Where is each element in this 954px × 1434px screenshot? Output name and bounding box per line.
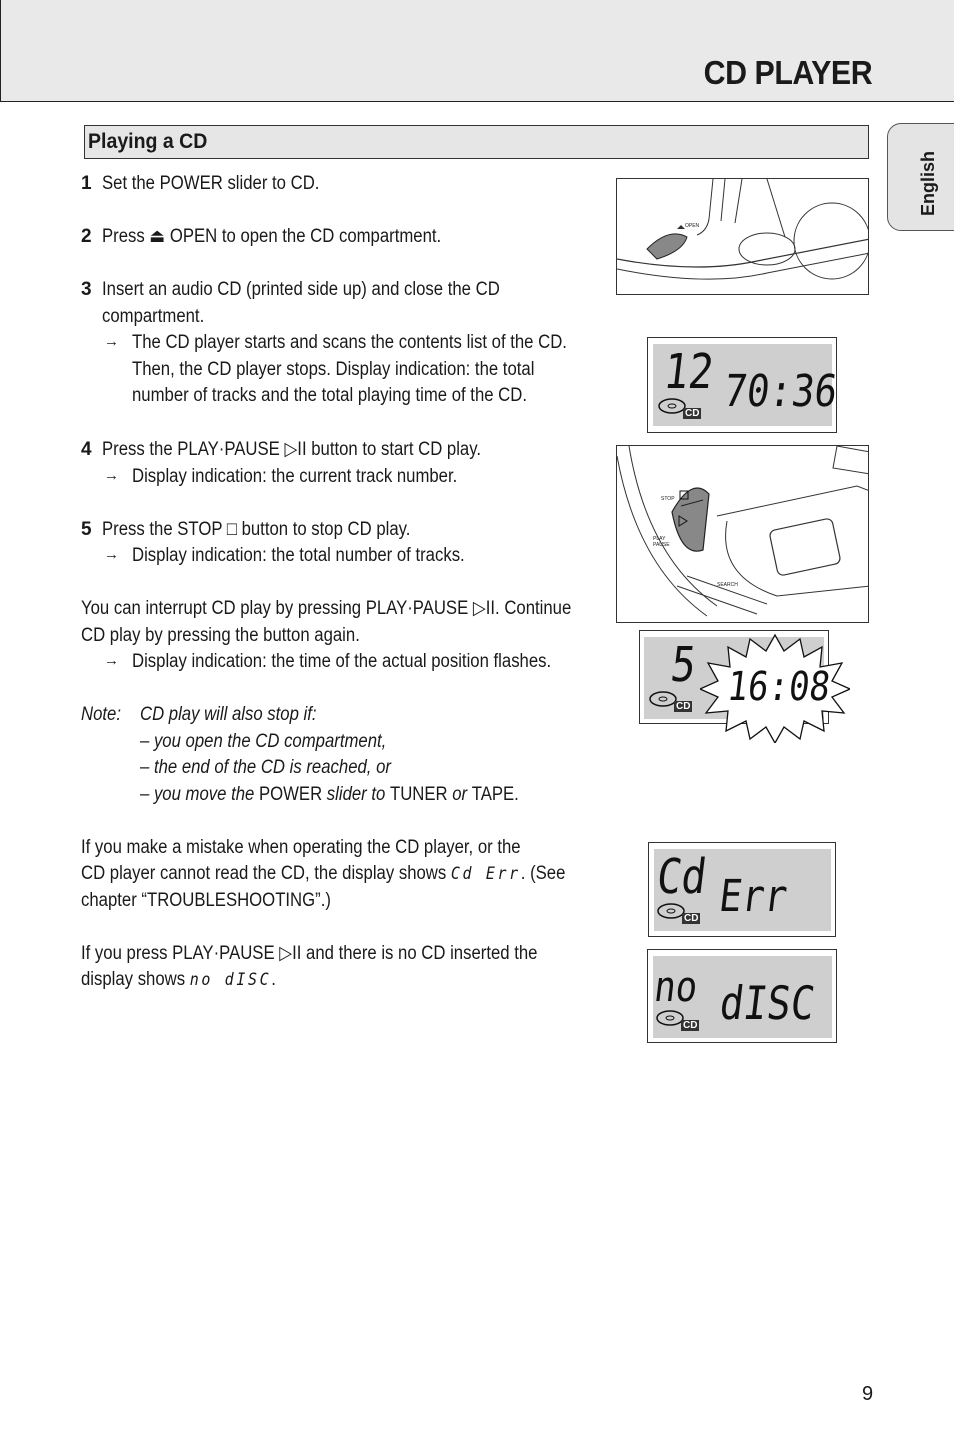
step-text: Press ⏏ OPEN to open the CD compartment. [102,226,442,247]
paragraph-fragment: display shows [81,969,190,990]
step-text: compartment. [102,306,205,327]
paragraph-text: You can interrupt CD play by pressing PLAY·PAUSE ▷II. Continue [81,598,572,619]
open-button-illustration [616,178,869,295]
step-number: 4 [81,439,92,460]
note-item: – you open the CD compartment, [140,731,387,752]
lcd-display-track-flashing-time [639,630,833,724]
note-item [140,782,519,809]
result-arrow-icon: → [104,467,119,484]
section-header [84,125,869,159]
step-text: Press the STOP □ button to stop CD play. [102,519,411,540]
step-text: Press the PLAY·PAUSE ▷II button to start CD play. [102,439,482,460]
result-text: Then, the CD player stops. Display indication: the total [132,359,535,380]
result-arrow-icon: → [104,333,119,350]
search-label: SEARCH [717,582,738,588]
note-fragment: POWER [258,784,323,805]
stop-label: STOP [661,496,675,502]
language-tab [887,123,954,231]
lcd-right-text: Err [716,871,791,922]
cd-badge: CD [676,701,691,712]
lcd-inline-text: Cd Err [450,864,521,884]
paragraph-fragment: . [271,969,276,990]
result-text: number of tracks and the total playing time of the CD. [132,385,527,406]
lcd-screen [653,956,832,1038]
header-band [0,0,954,102]
play-pause-label: PLAY PAUSE [653,536,670,548]
page-number: 9 [862,1383,874,1405]
lcd-display-no-disc [647,949,837,1043]
note-fragment: slider to [322,784,390,805]
note-intro: CD play will also stop if: [140,704,317,725]
paragraph-text: If you make a mistake when operating the CD player, or the [81,837,521,858]
lcd-right-text: dISC [717,976,818,1030]
device-drawing [617,179,869,295]
lcd-left-text: Cd [653,849,710,905]
result-text: Display indication: the total number of tracks. [132,545,465,566]
paragraph-text: CD play by pressing the button again. [81,625,360,646]
result-arrow-icon: → [104,546,119,563]
note-fragment: or [447,784,472,805]
result-text: The CD player starts and scans the contents list of the CD. [132,332,567,353]
lcd-display-cd-error [648,842,836,937]
note-fragment: TUNER [389,784,448,805]
lcd-total-time: 70:36 [721,366,841,417]
open-label: OPEN [685,223,700,229]
paragraph-text [81,861,565,888]
lcd-display-tracks-time [647,337,841,433]
cd-badge: CD [683,1020,698,1031]
play-stop-illustration [616,445,869,623]
lcd-elapsed-time: 16:08 [724,664,833,710]
step-number: 3 [81,279,92,300]
step-number: 1 [81,173,92,194]
note-fragment: TAPE. [471,784,519,805]
lcd-left-text: no [651,962,701,1011]
note-item: – the end of the CD is reached, or [140,757,391,778]
lcd-screen [644,637,833,719]
lcd-inline-text: no dISC [189,970,272,990]
paragraph-fragment: . (See [520,863,566,884]
note-label: Note: [81,704,121,725]
paragraph-text: If you press PLAY·PAUSE ▷II and there is no CD inserted the [81,943,538,964]
device-drawing [617,446,869,623]
lcd-screen [653,344,841,426]
result-text: Display indication: the current track number. [132,466,458,487]
lcd-screen [654,849,831,931]
cd-badge: CD [684,913,699,924]
paragraph-text [81,967,276,994]
language-label: English [918,150,938,216]
step-number: 5 [81,519,92,540]
lcd-track-number: 5 [667,637,700,693]
step-text: Set the POWER slider to CD. [102,173,320,194]
note-fragment: – you move the [140,784,259,805]
step-text: Insert an audio CD (printed side up) and close the CD [102,279,500,300]
cd-badge: CD [685,408,700,419]
lcd-track-count: 12 [660,344,717,400]
step-number: 2 [81,226,92,247]
page-title: CD PLAYER [703,54,872,91]
result-text: Display indication: the time of the actual position flashes. [132,651,552,672]
paragraph-fragment: CD player cannot read the CD, the display shows [81,863,451,884]
paragraph-text: chapter “TROUBLESHOOTING”.) [81,890,331,911]
section-title: Playing a CD [88,130,208,153]
result-arrow-icon: → [104,652,119,669]
